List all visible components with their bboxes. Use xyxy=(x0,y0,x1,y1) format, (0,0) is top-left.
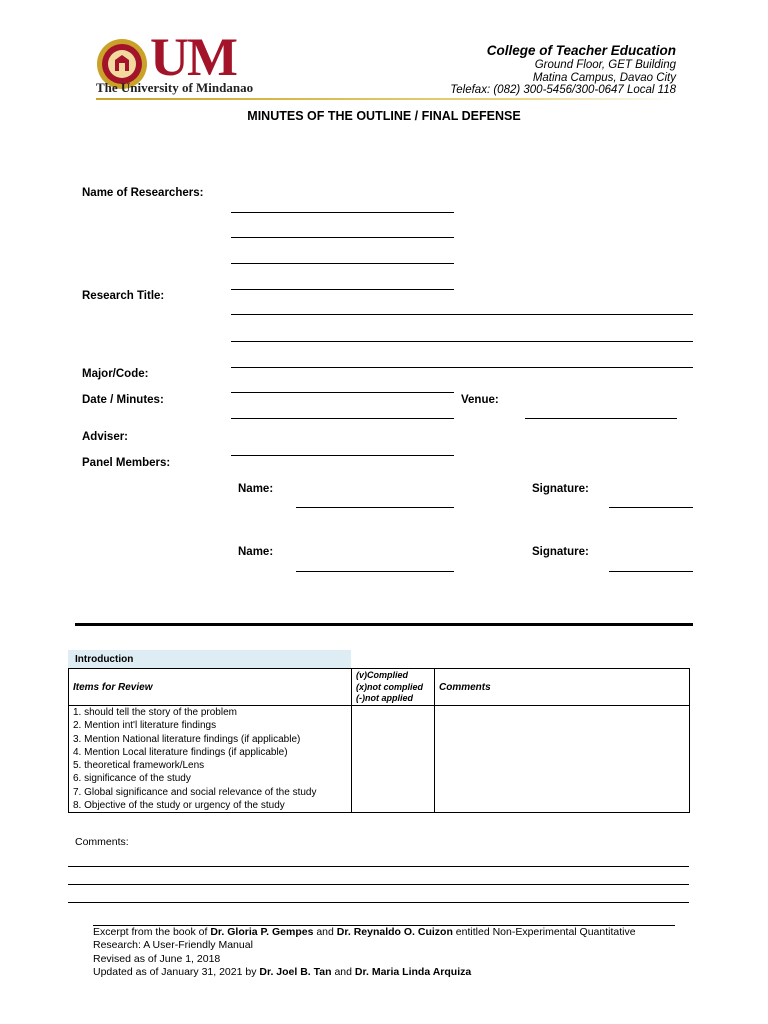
signature-label-2: Signature: xyxy=(532,546,589,558)
section-heading-introduction: Introduction xyxy=(68,650,351,668)
panel-name-label-1: Name: xyxy=(238,483,274,495)
status-header xyxy=(352,669,435,706)
adviser-label: Adviser: xyxy=(82,431,129,443)
list-item: 8. Objective of the study or urgency of the study xyxy=(73,800,285,812)
document-title: MINUTES OF THE OUTLINE / FINAL DEFENSE xyxy=(247,109,521,123)
major-line[interactable] xyxy=(231,392,454,393)
list-item: 4. Mention Local literature findings (if applicable) xyxy=(73,746,288,758)
status-cell[interactable] xyxy=(352,706,435,813)
date-line[interactable] xyxy=(231,418,454,419)
venue-line[interactable] xyxy=(525,418,677,419)
status-not-complied: (x)not complied xyxy=(356,681,423,692)
comment-line-2[interactable] xyxy=(68,884,689,885)
college-name: College of Teacher Education xyxy=(486,43,676,58)
title-line-3[interactable] xyxy=(231,367,693,368)
panel-name-line-1[interactable] xyxy=(296,507,454,508)
address-line-1: Ground Floor, GET Building xyxy=(534,59,676,71)
researcher-line-2[interactable] xyxy=(231,237,454,238)
list-item: 1. should tell the story of the problem xyxy=(73,707,237,718)
researcher-line-4[interactable] xyxy=(231,289,454,290)
footer-line-3: Revised as of June 1, 2018 xyxy=(93,952,221,965)
address-line-2: Matina Campus, Davao City xyxy=(532,72,676,84)
researchers-label: Name of Researchers: xyxy=(82,187,204,199)
telefax: Telefax: (082) 300-5456/300-0647 Local 118 xyxy=(450,84,676,96)
signature-line-2[interactable] xyxy=(609,571,693,572)
title-line-1[interactable] xyxy=(231,314,693,315)
status-not-applied: (-)not applied xyxy=(356,693,413,703)
date-label: Date / Minutes: xyxy=(82,394,164,406)
footer-line-4: Updated as of January 31, 2021 by Dr. Joel B. Tan and Dr. Maria Linda Arquiza xyxy=(93,965,472,978)
footer-note xyxy=(93,926,693,979)
comment-line-3[interactable] xyxy=(68,902,689,903)
comments-cell[interactable] xyxy=(435,706,690,813)
list-item: 3. Mention National literature findings (if applicable) xyxy=(73,733,301,745)
title-line-2[interactable] xyxy=(231,341,693,342)
panel-name-label-2: Name: xyxy=(238,546,274,558)
signature-line-1[interactable] xyxy=(609,507,693,508)
list-item: 5. theoretical framework/Lens xyxy=(73,760,205,772)
researcher-line-3[interactable] xyxy=(231,263,454,264)
list-item: 6. significance of the study xyxy=(73,773,191,785)
panel-label: Panel Members: xyxy=(82,457,171,469)
research-title-label: Research Title: xyxy=(82,290,165,302)
status-complied: (v)Complied xyxy=(356,670,409,680)
venue-label: Venue: xyxy=(461,394,499,406)
items-header: Items for Review xyxy=(69,669,352,706)
adviser-line[interactable] xyxy=(231,455,454,456)
footer-line-1: Excerpt from the book of Dr. Gloria P. Gempes and Dr. Reynaldo O. Cuizon entitled Non-Experimental Quantitative xyxy=(93,926,636,938)
signature-label-1: Signature: xyxy=(532,483,589,495)
major-label: Major/Code: xyxy=(82,368,149,380)
review-table xyxy=(68,668,690,813)
footer-line-2: Research: A User-Friendly Manual xyxy=(93,939,253,952)
panel-name-line-2[interactable] xyxy=(296,571,454,572)
researcher-line-1[interactable] xyxy=(231,212,454,213)
um-logo-text: UM xyxy=(150,27,236,87)
header-rule xyxy=(96,98,676,100)
list-item: 7. Global significance and social relevance of the study xyxy=(73,786,317,798)
comment-line-1[interactable] xyxy=(68,866,689,867)
list-item: 2. Mention int'l literature findings xyxy=(73,720,217,732)
university-name: The University of Mindanao xyxy=(96,80,254,95)
section-divider xyxy=(75,623,693,626)
items-cell xyxy=(69,706,352,813)
comments-header: Comments xyxy=(435,669,690,706)
comments-label: Comments: xyxy=(75,836,129,848)
